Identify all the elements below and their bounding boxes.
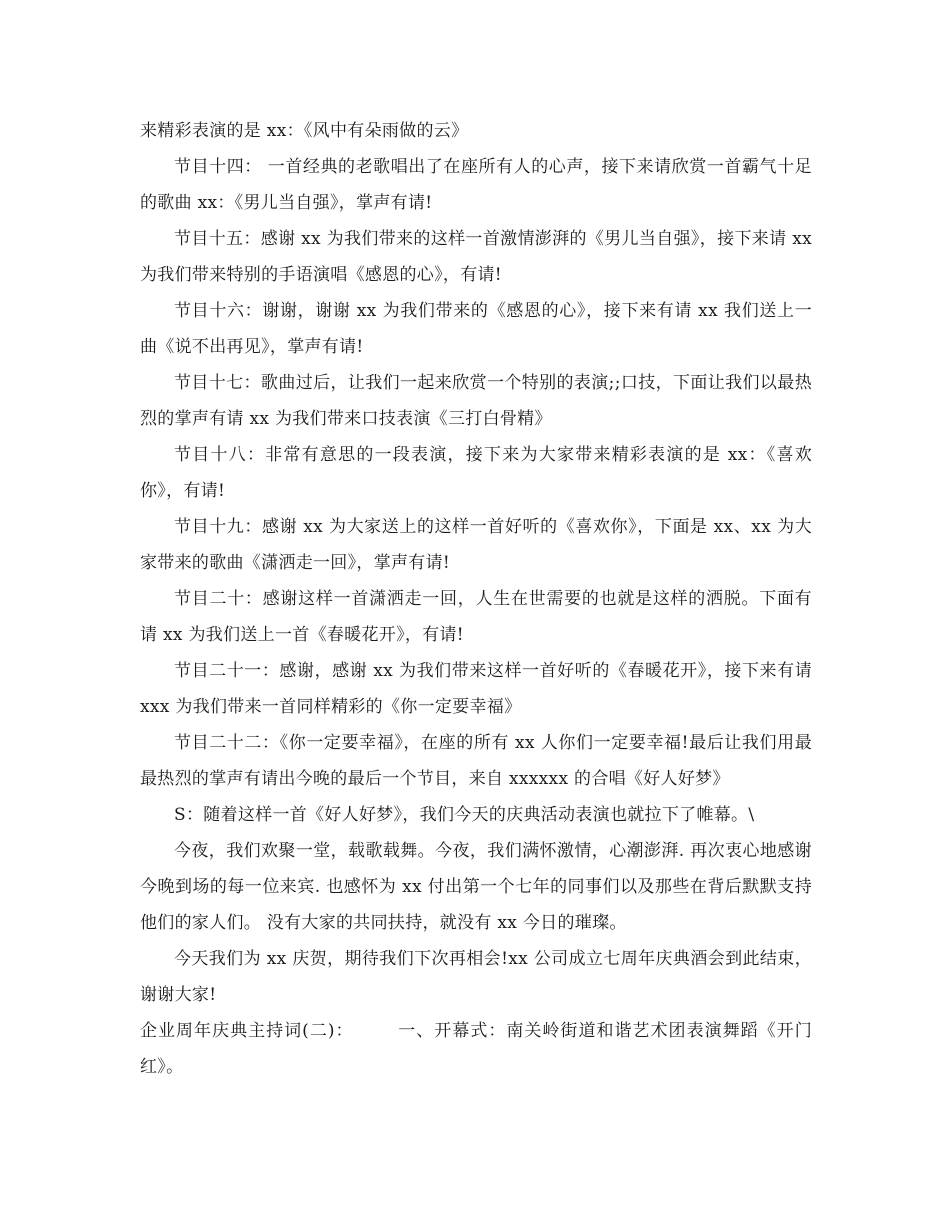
paragraph-11: S：随着这样一首《好人好梦》，我们今天的庆典活动表演也就拉下了帷幕。\ (174, 805, 755, 825)
section-heading: 企业周年庆典主持词(二)： (140, 1021, 354, 1041)
paragraph-3: 节目十五：感谢 xx 为我们带来的这样一首激情澎湃的《男儿当自强》，接下来请 xx 为我们带来特别的手语演唱《感恩的心》，有请! (140, 229, 812, 285)
paragraph-2: 节目十四： 一首经典的老歌唱出了在座所有人的心声，接下来请欣赏一首霸气十足的歌曲 xx：《男儿当自强》，掌声有请! (140, 157, 812, 213)
paragraph-4: 节目十六：谢谢，谢谢 xx 为我们带来的《感恩的心》，接下来有请 xx 我们送上一曲《说不出再见》，掌声有请! (140, 301, 812, 357)
paragraph-8: 节目二十：感谢这样一首潇洒走一回，人生在世需要的也就是这样的洒脱。下面有请 xx 为我们送上一首《春暖花开》，有请! (140, 589, 812, 645)
paragraph-13: 今天我们为 xx 庆贺，期待我们下次再相会!xx 公司成立七周年庆典酒会到此结束，谢谢大家! (140, 949, 812, 1005)
paragraph-10: 节目二十二：《你一定要幸福》，在座的所有 xx 人你们一定要幸福!最后让我们用最最热烈的掌声有请出今晚的最后一个节目，来自 xxxxxx 的合唱《好人好梦》 (140, 733, 812, 789)
paragraph-7: 节目十九：感谢 xx 为大家送上的这样一首好听的《喜欢你》，下面是 xx、xx 为大家带来的歌曲《潇洒走一回》，掌声有请! (140, 517, 812, 573)
paragraph-1: 来精彩表演的是 xx：《风中有朵雨做的云》 (140, 121, 469, 141)
paragraph-6: 节目十八：非常有意思的一段表演，接下来为大家带来精彩表演的是 xx：《喜欢你》，有请! (140, 445, 812, 501)
paragraph-12: 今夜，我们欢聚一堂，载歌载舞。今夜，我们满怀激情，心潮澎湃. 再次衷心地感谢今晚到场的每一位来宾. 也感怀为 xx 付出第一个七年的同事们以及那些在背后默默支持他们的家人们。 没有大家的共同扶持，就没有 xx 今日的璀璨。 (140, 841, 812, 933)
document-body (140, 113, 812, 1085)
paragraph-9: 节目二十一：感谢，感谢 xx 为我们带来这样一首好听的《春暖花开》，接下来有请 xxx 为我们带来一首同样精彩的《你一定要幸福》 (140, 661, 812, 717)
section-text: 一、开幕式：南关岭街道和谐艺术团表演舞蹈《开门红》。 (140, 1021, 812, 1077)
paragraph-5: 节目十七：歌曲过后，让我们一起来欣赏一个特别的表演;;口技，下面让我们以最热烈的掌声有请 xx 为我们带来口技表演《三打白骨精》 (140, 373, 812, 429)
section-paragraph (140, 1013, 812, 1085)
